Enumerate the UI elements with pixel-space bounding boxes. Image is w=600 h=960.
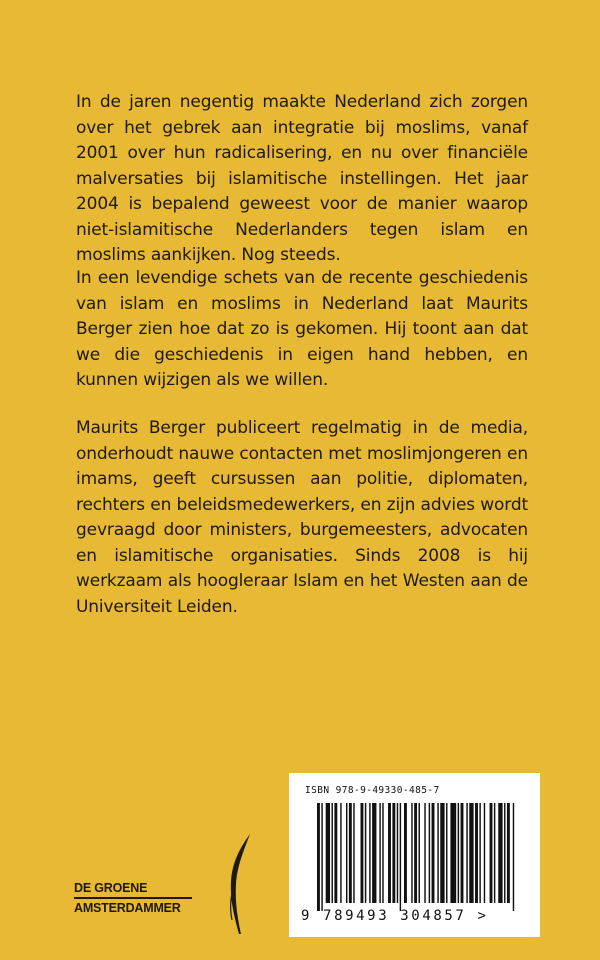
author-bio-paragraph: Maurits Berger publiceert regelmatig in de media, onderhoudt nauwe contacten met moslimjongeren en imams, geeft cursussen aan politie, diplomaten, rechters en beleidsmedewerkers, en zijn advies wordt gevraagd door ministers, burgemeesters, advocaten en islamitische organisaties. Sinds 2008 is hij werkzaam als hoogleraar Islam en het Westen aan de Universiteit Leiden. (76, 418, 528, 617)
isbn-label: ISBN 978-9-49330-485-7 (305, 785, 440, 796)
blurb-paragraph-2: In een levendige schets van de recente geschiedenis van islam en moslims in Nederland laat Maurits Berger zien hoe dat zo is gekomen. Hij toont aan dat we die geschiedenis in eigen hand hebben, en kunnen wijzigen als we willen. (76, 268, 528, 390)
logo-rule (74, 897, 192, 899)
barcode-digits: 9 789493 304857 > (301, 908, 489, 924)
logo-line-2: AMSTERDAMMER (74, 901, 181, 915)
logo-line-1: DE GROENE (74, 881, 148, 895)
isbn-barcode (289, 773, 540, 937)
blurb-paragraph-1: In de jaren negentig maakte Nederland zich zorgen over het gebrek aan integratie bij moslims, vanaf 2001 over hun radicalisering, en nu over financiële malversaties bij islamitische instellingen. Het jaar 2004 is bepalend geweest voor de manier waarop niet-islamitische Nederlanders tegen islam en moslims aankijken. Nog steeds. (76, 92, 528, 265)
publisher-logo (74, 881, 192, 915)
quill-feather-icon (220, 830, 260, 940)
